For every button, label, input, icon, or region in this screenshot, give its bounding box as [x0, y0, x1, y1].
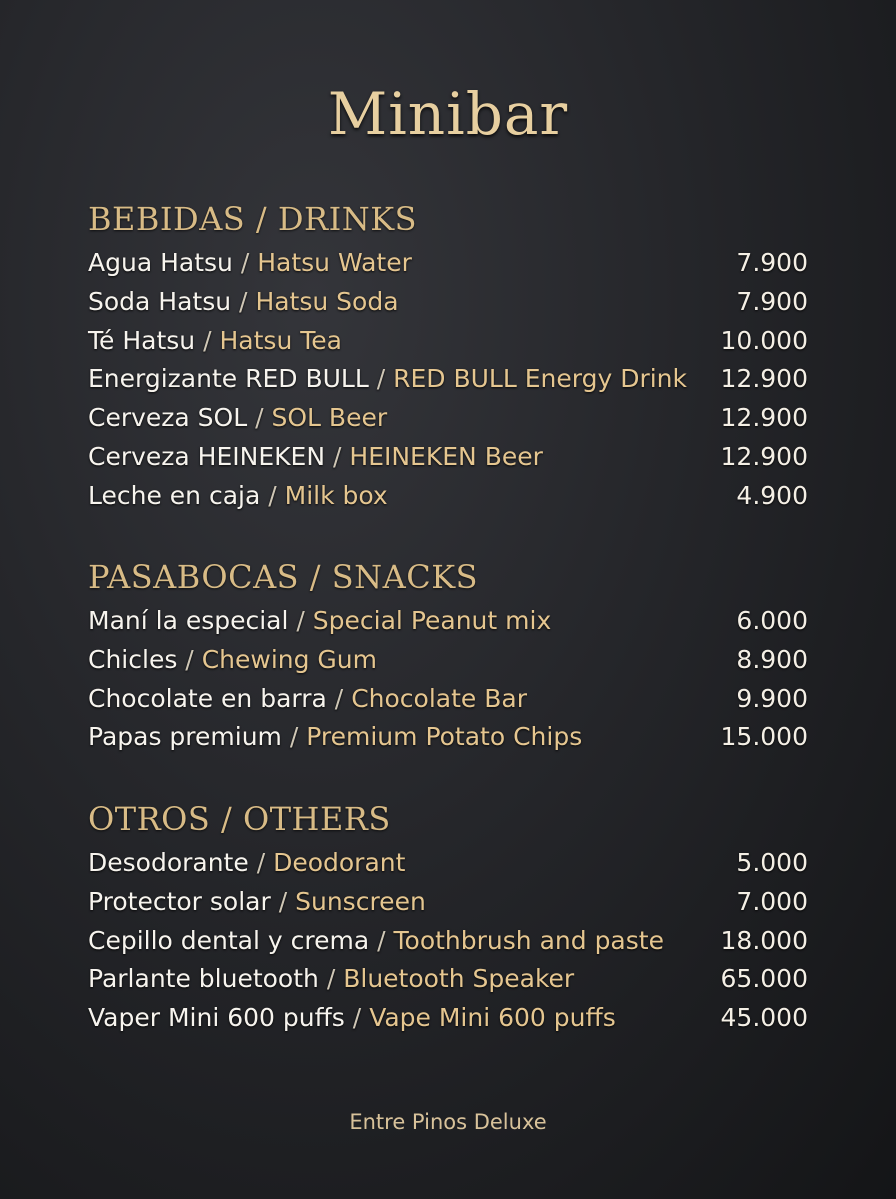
item-name	[88, 322, 342, 361]
item-name-en: RED BULL Energy Drink	[393, 364, 687, 394]
item-price: 7.000	[736, 886, 808, 916]
menu-item	[88, 477, 808, 516]
item-name-es: Papas premium	[88, 722, 282, 752]
separator: /	[377, 925, 386, 955]
separator: /	[334, 683, 344, 713]
section-heading-others: OTROS / OTHERS	[88, 800, 391, 838]
item-name-es: Vaper Mini 600 puffs	[88, 1003, 345, 1033]
item-name-en: HEINEKEN Beer	[349, 441, 543, 471]
separator: /	[326, 964, 336, 994]
separator: /	[203, 325, 212, 355]
item-name	[88, 641, 377, 680]
item-price: 12.900	[720, 403, 808, 433]
separator: /	[240, 248, 250, 277]
item-name-es: Soda Hatsu	[88, 286, 232, 316]
item-price: 65.000	[720, 964, 808, 994]
item-name	[88, 844, 405, 883]
item-name-en: Hatsu Water	[257, 248, 412, 277]
item-name-es: Agua Hatsu	[88, 248, 233, 277]
separator: /	[296, 606, 305, 635]
item-name	[88, 999, 616, 1038]
menu-item	[88, 999, 808, 1038]
item-price: 4.900	[736, 480, 808, 510]
section-drinks	[88, 196, 808, 516]
item-name-en: SOL Beer	[271, 403, 388, 433]
item-price: 15.000	[720, 722, 808, 752]
section-heading-snacks: PASABOCAS / SNACKS	[88, 558, 479, 596]
item-price: 12.900	[720, 364, 808, 394]
item-name	[88, 680, 527, 719]
item-name-es: Energizante RED BULL	[88, 364, 369, 394]
item-price: 12.900	[720, 441, 808, 471]
item-name-es: Cerveza SOL	[88, 403, 248, 433]
item-name	[88, 283, 399, 322]
item-name-en: Deodorant	[273, 848, 406, 877]
separator: /	[255, 403, 264, 433]
item-name	[88, 360, 687, 399]
item-name-en: Chocolate Bar	[351, 683, 527, 713]
item-name-es: Chocolate en barra	[88, 683, 327, 713]
item-name-en: Chewing Gum	[201, 644, 377, 674]
item-price: 18.000	[720, 925, 808, 955]
separator: /	[239, 286, 248, 316]
separator: /	[352, 1003, 362, 1033]
item-name	[88, 244, 412, 283]
item-name-en: Vape Mini 600 puffs	[369, 1003, 616, 1033]
separator: /	[289, 722, 299, 752]
item-name-en: Milk box	[284, 480, 388, 510]
separator: /	[376, 364, 386, 394]
item-price: 7.900	[736, 286, 808, 316]
item-price: 6.000	[736, 606, 808, 635]
item-name-en: Hatsu Soda	[255, 286, 399, 316]
item-name	[88, 602, 551, 641]
item-name	[88, 399, 387, 438]
item-price: 45.000	[720, 1003, 808, 1033]
item-price: 5.000	[736, 848, 808, 877]
menu-item	[88, 844, 808, 883]
item-price: 8.900	[736, 644, 808, 674]
menu-item	[88, 244, 808, 283]
footer-brand: Entre Pinos Deluxe	[349, 1110, 547, 1134]
item-name-en: Premium Potato Chips	[306, 722, 583, 752]
section-heading-drinks: BEBIDAS / DRINKS	[88, 200, 418, 238]
item-price: 10.000	[720, 325, 808, 355]
item-name-en: Sunscreen	[295, 886, 426, 916]
item-name-es: Té Hatsu	[88, 325, 196, 355]
item-name-es: Maní la especial	[88, 606, 289, 635]
item-name-es: Cerveza HEINEKEN	[88, 441, 326, 471]
menu-item	[88, 680, 808, 719]
menu-item	[88, 322, 808, 361]
item-name	[88, 960, 574, 999]
separator: /	[185, 644, 194, 674]
item-name	[88, 883, 426, 922]
item-name-en: Special Peanut mix	[312, 606, 552, 635]
item-name	[88, 438, 543, 477]
section-snacks	[88, 554, 808, 757]
separator: /	[278, 886, 288, 916]
item-price: 9.900	[736, 683, 808, 713]
separator: /	[256, 848, 266, 877]
item-name	[88, 718, 582, 757]
menu-item	[88, 641, 808, 680]
item-name-es: Desodorante	[88, 848, 249, 877]
item-name-en: Bluetooth Speaker	[343, 964, 575, 994]
item-name-en: Hatsu Tea	[219, 325, 342, 355]
item-name-en: Toothbrush and paste	[393, 925, 664, 955]
menu-item	[88, 922, 808, 961]
menu-item	[88, 960, 808, 999]
item-name-es: Cepillo dental y crema	[88, 925, 370, 955]
menu-item	[88, 883, 808, 922]
section-others	[88, 796, 808, 1038]
menu-item	[88, 360, 808, 399]
menu-item	[88, 399, 808, 438]
separator: /	[333, 441, 342, 471]
item-name-es: Leche en caja	[88, 480, 261, 510]
separator: /	[268, 480, 277, 510]
menu-item	[88, 718, 808, 757]
item-price: 7.900	[736, 248, 808, 277]
item-name	[88, 922, 664, 961]
menu-item	[88, 283, 808, 322]
item-name	[88, 477, 388, 516]
page-title: Minibar	[327, 80, 569, 148]
menu-item	[88, 602, 808, 641]
item-name-es: Parlante bluetooth	[88, 964, 319, 994]
item-name-es: Chicles	[88, 644, 178, 674]
menu-item	[88, 438, 808, 477]
item-name-es: Protector solar	[88, 886, 271, 916]
